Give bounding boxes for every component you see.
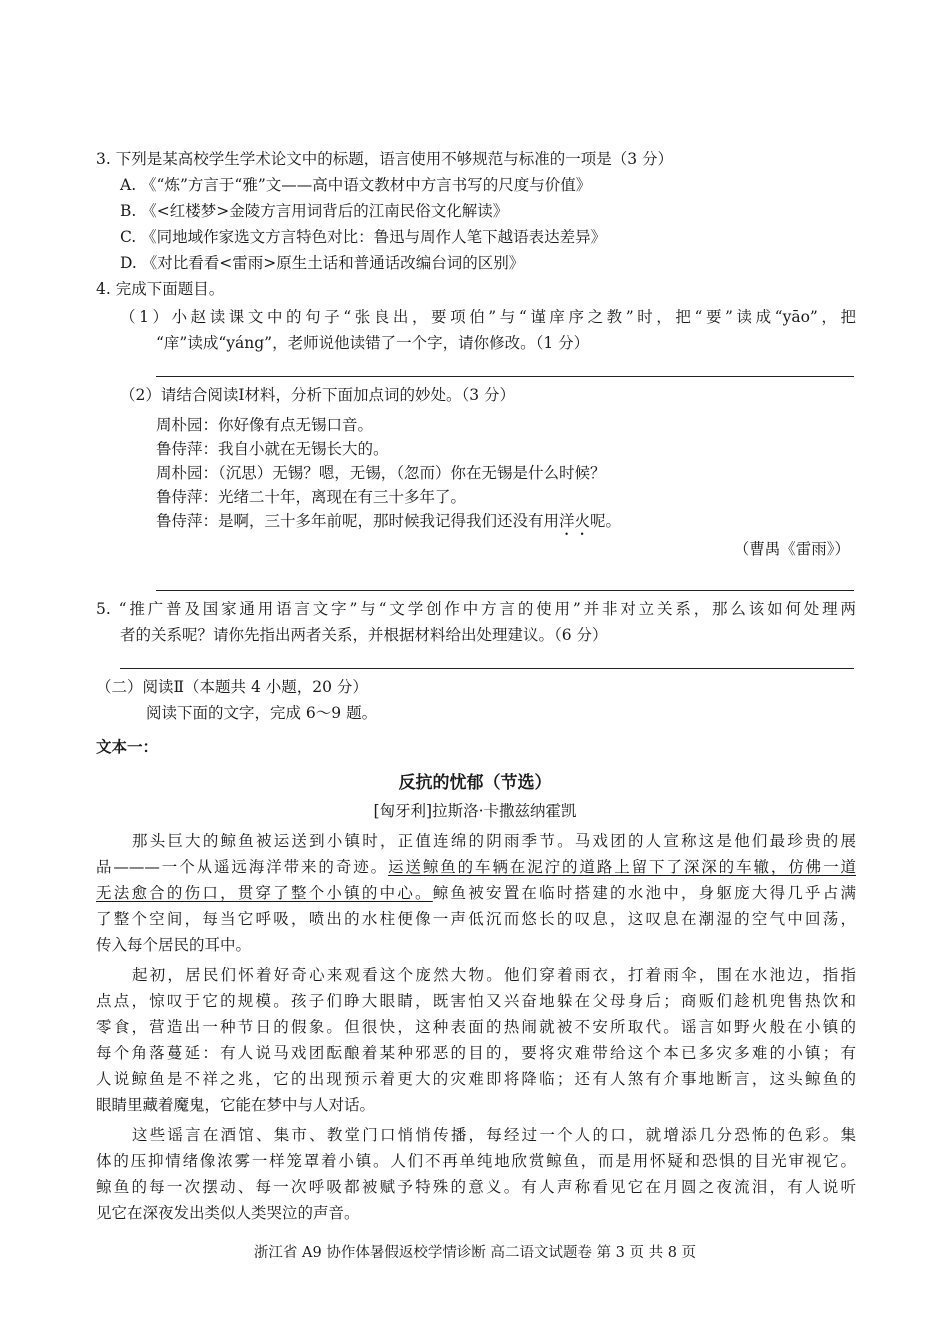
paragraph-line: 传入每个居民的耳中。 — [96, 936, 252, 954]
section-heading: （二）阅读Ⅱ（本题共 4 小题，20 分） — [96, 678, 368, 696]
answer-line — [156, 590, 854, 591]
dialogue-source: （曹禺《雷雨》） — [733, 540, 850, 558]
dotted-word: 洋火 — [559, 512, 591, 530]
paragraph-line: 那头巨大的鲸鱼被运送到小镇时，正值连绵的阴雨季节。马戏团的人宣称这是他们最珍贵的展 — [132, 832, 856, 850]
paragraph-text: 鲸鱼被安置在临时搭建的水池中，身躯庞大得几乎占满 — [432, 884, 856, 902]
question-5-line2: 者的关系呢？请你先指出两者关系，并根据材料给出处理建议。（6 分） — [120, 626, 608, 644]
paragraph-line: 人说鲸鱼是不祥之兆，它的出现预示着更大的灾难即将降临；还有人煞有介事地断言，这头鲸鱼的 — [96, 1070, 856, 1088]
paragraph-line: 鲸鱼的每一次摆动、每一次呼吸都被赋予特殊的意义。有人声称看见它在月圆之夜流泪，有人说听 — [96, 1178, 856, 1196]
paragraph-line: 眼睛里藏着魔鬼，它能在梦中与人对话。 — [96, 1096, 376, 1114]
question-3-option-d: D. 《对比看看<雷雨>原生土话和普通话改编台词的区别》 — [120, 254, 525, 272]
dialogue-line: 周朴园：（沉思）无锡？嗯，无锡，（忽而）你在无锡是什么时候？ — [156, 464, 606, 482]
paragraph-line: 见它在深夜发出类似人类哭泣的声音。 — [96, 1204, 360, 1222]
underlined-text: 运送鲸鱼的车辆在泥泞的道路上留下了深深的车辙，仿佛一道 — [388, 858, 856, 876]
question-4-sub2: （2）请结合阅读Ⅰ材料，分析下面加点词的妙处。（3 分） — [120, 386, 516, 404]
dialogue-line-last — [156, 510, 621, 539]
dialogue-line: 鲁侍萍：我自小就在无锡长大的。 — [156, 440, 389, 458]
paragraph-text: 品———一个从遥远海洋带来的奇迹。 — [96, 858, 389, 876]
question-4-sub1-line1: （1）小赵读课文中的句子“张良出，要项伯”与“谨庠序之教”时，把“要”读成“yāo”，把 — [120, 308, 856, 326]
question-5-line1: 5. “推广普及国家通用语言文字”与“文学创作中方言的使用”并非对立关系，那么该如何处理两 — [96, 600, 856, 618]
text-label: 文本一： — [96, 737, 159, 756]
page-footer: 浙江省 A9 协作体暑假返校学情诊断 高二语文试题卷 第 3 页 共 8 页 — [253, 1245, 697, 1261]
question-3-option-c: C. 《同地域作家选文方言特色对比：鲁迅与周作人笔下越语表达差异》 — [120, 228, 607, 246]
question-3-option-a: A. 《“炼”方言于“雅”文——高中语文教材中方言书写的尺度与价值》 — [120, 176, 592, 194]
question-4-sub1-line2: “庠”读成“yáng”，老师说他读错了一个字，请你修改。（1 分） — [156, 334, 590, 352]
question-3-option-b: B. 《<红楼梦>金陵方言用词背后的江南民俗文化解读》 — [120, 202, 509, 220]
dialogue-text: 鲁侍萍：是啊，三十多年前呢，那时候我记得我们还没有用 — [156, 512, 560, 530]
question-4-stem: 4. 完成下面题目。 — [96, 280, 225, 298]
answer-line — [120, 668, 854, 669]
paragraph-line: 体的压抑情绪像浓雾一样笼罩着小镇。人们不再单纯地欣赏鲸鱼，而是用怀疑和恐惧的目光审视它。 — [96, 1152, 856, 1170]
paragraph-line: 点点，惊叹于它的规模。孩子们睁大眼睛，既害怕又兴奋地躲在父母身后；商贩们趁机兜售热饮和 — [96, 992, 856, 1010]
paragraph-line: 零食，营造出一种节日的假象。但很快，这种表面的热闹就被不安所取代。谣言如野火般在小镇的 — [96, 1018, 856, 1036]
underlined-text: 无法愈合的伤口，贯穿了整个小镇的中心。 — [96, 884, 433, 902]
answer-line — [156, 376, 854, 377]
article-author: [匈牙利]拉斯洛·卡撒兹纳霍凯 — [373, 802, 577, 820]
paragraph-line: 起初，居民们怀着好奇心来观看这个庞然大物。他们穿着雨衣，打着雨伞，围在水池边，指指 — [132, 966, 856, 984]
paragraph-line: 了整个空间，每当它呼吸，喷出的水柱便像一声低沉而悠长的叹息，这叹息在潮湿的空气中回荡， — [96, 910, 856, 928]
dialogue-line: 周朴园：你好像有点无锡口音。 — [156, 416, 374, 434]
paragraph-line: 每个角落蔓延：有人说马戏团酝酿着某种邪恶的目的，要将灾难带给这个本已多灾多难的小镇；有 — [96, 1044, 856, 1062]
question-3-stem: 3. 下列是某高校学生学术论文中的标题，语言使用不够规范与标准的一项是（3 分） — [96, 150, 674, 168]
paragraph-line: 这些谣言在酒馆、集市、教堂门口悄悄传播，每经过一个人的口，就增添几分恐怖的色彩。集 — [132, 1126, 856, 1144]
dialogue-text-end: 呢。 — [590, 512, 622, 530]
article-title: 反抗的忧郁（节选） — [398, 773, 552, 793]
section-instruction: 阅读下面的文字，完成 6～9 题。 — [146, 704, 378, 722]
dialogue-line: 鲁侍萍：光绪二十年，离现在有三十多年了。 — [156, 488, 467, 506]
paragraph-line — [96, 882, 856, 904]
paragraph-line — [96, 856, 856, 878]
